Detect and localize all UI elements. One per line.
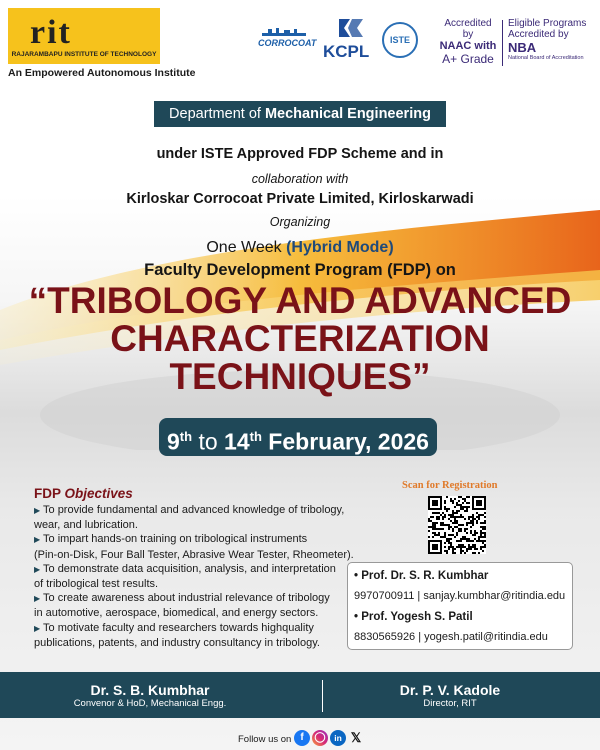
bullet-triangle-icon: ▶ [34,535,41,545]
nba-line3: NBA [508,40,537,55]
objective-text-4b: in automotive, aerospace, biomedical, and energy sectors. [34,607,319,620]
fdp-title [0,282,600,396]
start-day: 9 [167,428,180,455]
naac-line3: A+ Grade [442,52,494,66]
objective-item [34,532,354,561]
department-name: Mechanical Engineering [264,106,431,122]
nba-line2: Accredited by [508,29,569,40]
partner-line: Kirloskar Corrocoat Private Limited, Kirloskarwadi [126,191,474,207]
nba-badge [508,18,598,61]
objectives-heading-emph: Objectives [64,486,133,501]
registration-qr-code[interactable] [428,496,486,554]
objective-text-5a: To motivate faculty and researchers towards highquality [43,621,314,634]
linkedin-icon[interactable]: in [330,730,346,746]
contact-email-2[interactable]: yogesh.patil@ritindia.edu [424,631,548,643]
naac-line2: NAAC with [439,40,497,52]
nba-line4: National Board of Accreditation [508,55,584,61]
mode-label: (Hybrid Mode) [286,239,394,256]
objectives-heading [34,486,133,501]
iste-logo: ISTE [382,22,418,58]
logo-text: rit [30,14,72,51]
title-line3: TECHNIQUES” [169,356,431,397]
footer-director [300,682,600,709]
objective-text-1b: wear, and lubrication. [34,519,138,532]
contact-line-1: 9970700911 | sanjay.kumbhar@ritindia.edu [354,590,566,602]
scan-label: Scan for Registration [402,480,498,491]
bullet-triangle-icon: ▶ [34,506,41,515]
objective-text-1a: To provide fundamental and advanced knowledge of tribology, [43,504,345,516]
objective-item [34,621,354,650]
contact-name-1: • Prof. Dr. S. R. Kumbhar [354,570,489,582]
program-line: Faculty Development Program (FDP) on [144,261,456,279]
contact-name-2-text: Prof. Yogesh S. Patil [361,611,473,623]
collaboration-line: collaboration with [251,172,349,186]
convenor-role: Convenor & HoD, Mechanical Engg. [73,698,227,709]
contact-box [347,562,573,650]
instagram-icon[interactable]: ◯ [312,730,328,746]
director-role: Director, RIT [423,698,477,709]
convenor-name: Dr. S. B. Kumbhar [90,682,210,698]
bullet-triangle-icon: ▶ [34,623,41,633]
contact-email-1[interactable]: sanjay.kumbhar@ritindia.edu [423,590,566,602]
objective-text-3b: of tribological test results. [34,578,159,591]
bullet-triangle-icon: ▶ [34,564,41,574]
naac-line1: Accredited by [444,18,492,40]
qr-code-image [428,496,486,554]
rit-logo [8,8,160,64]
footer-convenor [0,682,300,709]
objective-item [34,562,354,591]
objective-text-2a: To impart hands-on training on tribological instruments [43,533,308,546]
kcpl-logo-icon [336,16,366,40]
organizing-line: Organizing [269,215,331,229]
nba-line1: Eligible Programs [508,18,587,29]
objective-text-3a: To demonstrate data acquisition, analysis, and interpretation [43,562,336,575]
follow-us-label: Follow us on [238,734,292,745]
tagline: An Empowered Autonomous Institute [8,67,196,79]
objective-text-4a: To create awareness about industrial relevance of tribology [43,592,330,605]
contact-name-2: • Prof. Yogesh S. Patil [354,611,473,623]
header-divider [502,20,503,66]
start-suffix: th [179,429,193,444]
date-to: to [192,428,225,455]
objectives-heading-prefix: FDP [34,486,65,501]
x-icon[interactable]: 𝕏 [350,730,362,745]
objective-item [34,503,354,532]
duration-prefix: One Week [206,239,287,256]
objective-text-2b: (Pin-on-Disk, Four Ball Tester, Abrasive Wear Tester, Rheometer). [34,548,354,561]
date-rest: February, 2026 [261,428,429,455]
objective-item [34,591,354,620]
bullet-triangle-icon: ▶ [34,594,41,604]
contact-phone-1: 9970700911 [354,590,415,602]
logo-subtitle: RAJARAMBAPU INSTITUTE OF TECHNOLOGY [11,51,157,58]
naac-badge [438,18,498,66]
contact-name-1-text: Prof. Dr. S. R. Kumbhar [361,570,489,582]
contact-phone-2: 8830565926 [354,631,416,643]
corrocoat-logo-icon [262,28,306,36]
end-suffix: th [249,429,262,444]
facebook-icon[interactable]: f [294,730,310,746]
title-line1: “TRIBOLOGY AND ADVANCED [28,280,572,321]
kcpl-logo: KCPL [323,42,370,61]
corrocoat-logo: CORROCOAT [258,38,317,48]
objective-text-5b: publications, patents, and industry consultancy in tribology. [34,636,320,649]
duration-line [0,239,600,257]
date-badge [159,418,437,456]
end-day: 14 [224,428,250,455]
objectives-list [34,503,354,650]
department-banner [154,101,446,127]
contact-line-2: 8830565926 | yogesh.patil@ritindia.edu [354,631,548,643]
scheme-line: under ISTE Approved FDP Scheme and in [156,146,444,162]
department-prefix: Department of [169,106,265,122]
title-line2: CHARACTERIZATION [110,318,490,359]
director-name: Dr. P. V. Kadole [399,682,501,698]
